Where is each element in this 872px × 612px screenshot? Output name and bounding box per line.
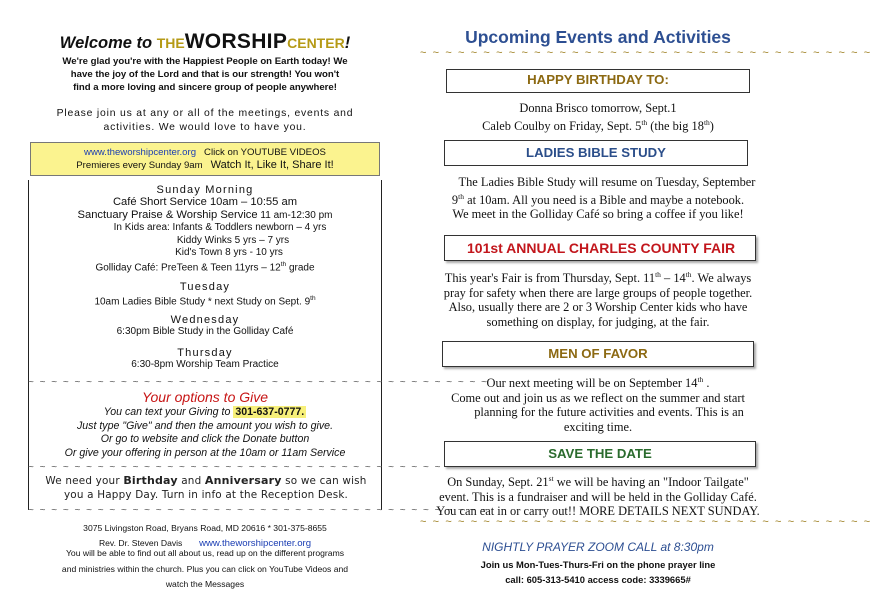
give-title: Your options to Give	[141, 389, 269, 405]
logo-center: CENTER	[287, 35, 345, 51]
website-link[interactable]: www.theworshipcenter.org	[84, 147, 197, 158]
men-heading: MEN OF FAVOR	[442, 341, 754, 367]
fair-heading: 101st ANNUAL CHARLES COUNTY FAIR	[444, 235, 756, 261]
save-date-heading: SAVE THE DATE	[444, 441, 756, 467]
pastor-name: Rev. Dr. Steven Davis	[98, 538, 183, 549]
divider-2: ~ ~ ~ ~ ~ ~ ~ ~ ~ ~ ~ ~ ~ ~ ~ ~ ~ ~ ~ ~ ~ ~ ~ ~ ~ ~ ~ ~ ~ ~ ~ ~ ~ ~ ~ ~ ~ ~ ~ ~	[28, 462, 489, 473]
ladies-text: The Ladies Bible Study will resume on Tuesday, September 9th at 10am. All you need is a Bible and maybe a notebook. We meet in the Golliday Café so bring a coffee if you like!	[451, 175, 756, 222]
tilde-divider-top: ~ ~ ~ ~ ~ ~ ~ ~ ~ ~ ~ ~ ~ ~ ~ ~ ~ ~ ~ ~ ~ ~ ~ ~ ~ ~ ~ ~ ~ ~ ~ ~ ~ ~ ~ ~	[420, 47, 872, 59]
prayer-call-info: Join us Mon-Tues-Thurs-Fri on the phone prayer line call: 605-313-5410 access code: 3339665#	[480, 559, 716, 585]
fair-text: This year's Fair is from Thursday, Sept. 11th – 14th. We always pray for safety when there are large groups of people together. Also, usually there are 2 or 3 Worship Center kids who have something on display, for judging, at the fair.	[443, 270, 753, 329]
logo-worship: WORSHIP	[184, 30, 288, 53]
website-link-footer[interactable]: www.theworshipcenter.org	[199, 538, 312, 550]
events-title: Upcoming Events and Activities	[465, 27, 731, 47]
birthday-list: Donna Brisco tomorrow, Sept.1 Caleb Coulby on Friday, Sept. 5th (the big 18th)	[482, 101, 714, 133]
ladies-heading: LADIES BIBLE STUDY	[444, 140, 748, 166]
sunday-heading: Sunday Morning	[156, 184, 254, 196]
give-phone: 301-637-0777.	[235, 406, 305, 418]
thursday-schedule: Thursday 6:30-8pm Worship Team Practice	[131, 347, 279, 371]
divider-1: ~ ~ ~ ~ ~ ~ ~ ~ ~ ~ ~ ~ ~ ~ ~ ~ ~ ~ ~ ~ ~ ~ ~ ~ ~ ~ ~ ~ ~ ~ ~ ~ ~ ~ ~ ~ ~ ~ ~ ~	[28, 377, 489, 388]
men-text: Our next meeting will be on September 14th . Come out and join us as we reflect on the summer and start planning for the future activities and events. This is an exciting time.	[451, 375, 745, 434]
sunday-schedule: Sunday Morning Café Short Service 10am – 10:55 am Sanctuary Praise & Worship Service 11 am-12:30 pm In Kids area: Infants & Toddlers newborn – 4 yrs Kiddy Winks 5 yrs – 7 yrs Kid's Town 8 yrs - 10 yrs Golliday Café: PreTeen & Teen 11yrs – 12th grade	[28, 184, 382, 275]
prayer-call-title: NIGHTLY PRAYER ZOOM CALL at 8:30pm	[482, 540, 714, 554]
give-options: You can text your Giving to 301-637-0777. Just type "Give" and then the amount you wish to give. Or go to website and click the Donate button Or give your offering in person at the 10am or 11am Service	[64, 406, 346, 459]
youtube-box: www.theworshipcenter.org Click on YOUTUBE VIDEOS Premieres every Sunday 9am Watch It, Like It, Share It!	[30, 142, 380, 176]
right-panel	[420, 0, 872, 612]
tilde-divider-bottom: ~ ~ ~ ~ ~ ~ ~ ~ ~ ~ ~ ~ ~ ~ ~ ~ ~ ~ ~ ~ ~ ~ ~ ~ ~ ~ ~ ~ ~ ~ ~ ~ ~ ~ ~ ~	[420, 516, 872, 528]
wednesday-schedule: Wednesday 6:30pm Bible Study in the Golliday Café	[116, 314, 294, 338]
welcome-heading: Welcome to THEWORSHIPCENTER!	[59, 30, 351, 53]
birthday-notice: We need your Birthday and Anniversary so we can wish you a Happy Day. Turn in info at the Reception Desk.	[45, 474, 367, 501]
tuesday-schedule: Tuesday 10am Ladies Bible Study * next Study on Sept. 9th	[94, 281, 316, 308]
intro-text: We're glad you're with the Happiest People on Earth today! We have the joy of the Lord and that is our strength! You won't find a more loving and sincere group of people anywhere!	[62, 56, 348, 93]
divider-3: ~ ~ ~ ~ ~ ~ ~ ~ ~ ~ ~ ~ ~ ~ ~ ~ ~ ~ ~ ~ ~ ~ ~ ~ ~ ~ ~ ~ ~ ~ ~ ~ ~ ~ ~ ~ ~ ~ ~ ~	[28, 505, 489, 516]
birthday-heading: HAPPY BIRTHDAY TO:	[446, 69, 750, 93]
address: 3075 Livingston Road, Bryans Road, MD 20616 * 301-375-8655	[83, 523, 327, 533]
join-text: Please join us at any or all of the meetings, events and activities. We would love to have you.	[56, 108, 354, 133]
logo-the: THE	[156, 35, 185, 51]
left-panel	[28, 0, 489, 612]
about-text: You will be able to find out all about us, read up on the different programs and ministries within the church. Plus you can click on YouTube Videos and watch the Messages	[61, 548, 349, 590]
save-date-text: On Sunday, Sept. 21st we will be having an "Indoor Tailgate" event. This is a fundraiser and will be held in the Golliday Café. You can eat in or carry out!! MORE DETAILS NEXT SUNDAY.	[436, 474, 760, 519]
